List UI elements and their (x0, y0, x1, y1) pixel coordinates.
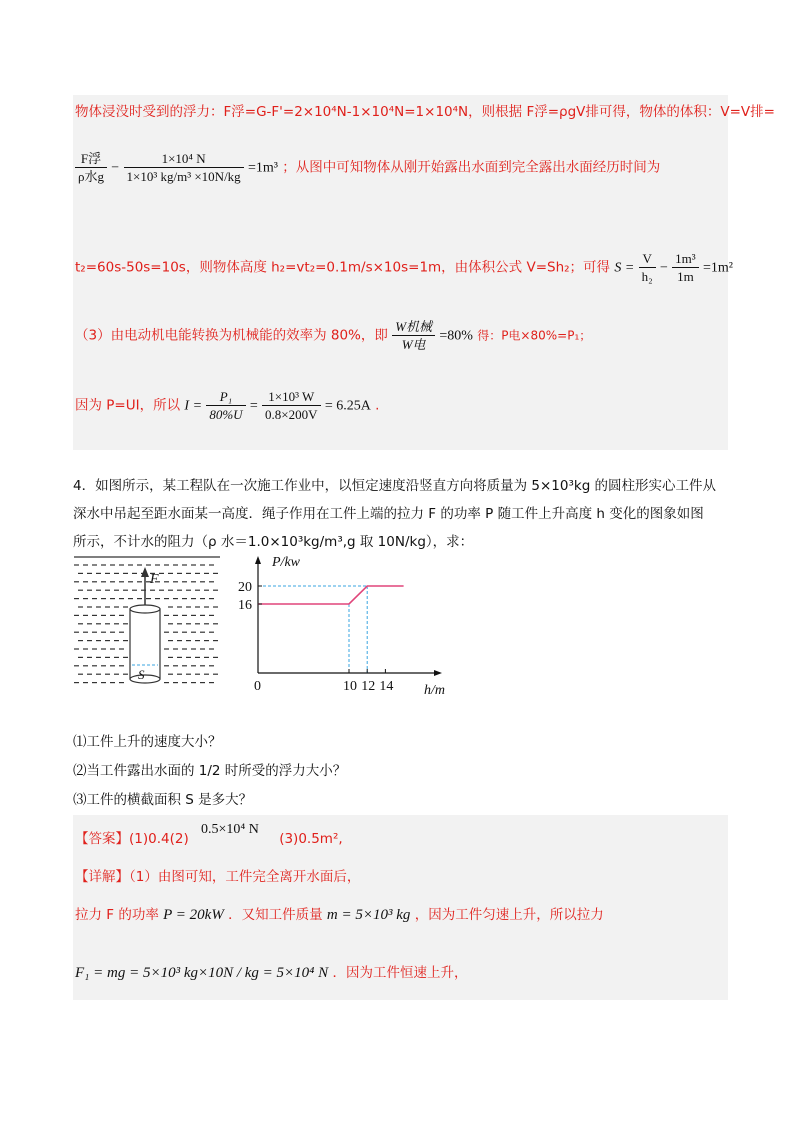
prev-line-4: （3）由电动机电能转换为机械能的效率为 80%，即 $\frac{\text{W机械}}{\text{W电}}$ =80% 得：P电×80%=P₁； (75, 319, 592, 352)
sub-question-1: ⑴工件上升的速度大小？ (73, 734, 222, 750)
prev-line-5: 因为 P=UI，所以 I = $\frac{\text{P₁}}{80\%U}$ = $\frac{\text{1×10³ W}}{0.8\times 200V}$ = 6.25A . (75, 389, 380, 422)
y-tick-label: 16 (238, 598, 252, 613)
detail-line-1: 【详解】（1）由图可知，工件完全离开水面后， (75, 869, 361, 885)
fraction-buoyancy: $\frac{\text{F浮}}{\text{ρ水g}}$ (75, 150, 107, 185)
sub-question-3: ⑶工件的横截面积 S 是多大？ (73, 792, 253, 808)
prev-line-2: $\frac{\text{F浮}}{\text{ρ水g}}$ − $\frac{\text{1×10⁴ N}}{\text{1×10³ kg/m³ ×10N/kg}}$ =1m³ ；从图中可知物体从刚开始露出水面到完全露出水面经历时间为 (75, 150, 660, 185)
y-axis-arrow (255, 556, 261, 564)
x-tick-label: 0 (254, 679, 261, 694)
answer-line: 【答案】(1)0.4(2) 0.5×10⁴ N (3)0.5m², (75, 822, 343, 847)
x-tick-label: 14 (379, 679, 394, 694)
sub-questions (73, 728, 733, 815)
question-4: 4．如图所示，某工程队在一次施工作业中，以恒定速度沿竖直方向将质量为 5×10³kg 的圆柱形实心工件从 深水中吊起至距水面某一高度．绳子作用在工件上端的拉力 F 的功率 P 随工件上升高度 h 变化的图象如图 所示，不计水的阻力（ρ 水＝1.0×10³kg/m³,g 取 10N/kg），求： (73, 478, 717, 550)
detail-line-3: F₁ = mg = 5×10³ kg×10N / kg = 5×10⁴ N ．因为工件恒速上升， (75, 965, 468, 981)
x-axis-arrow (434, 670, 442, 676)
force-label: F (150, 572, 159, 587)
fraction-values: $\frac{\text{1×10⁴ N}}{\text{1×10³ kg/m³ ×10N/kg}}$ (124, 150, 244, 185)
x-tick-label: 12 (361, 679, 376, 694)
detail-line-2: 拉力 F 的功率 P = 20kW ．又知工件质量 m = 5×10³ kg ，因为工件匀速上升，所以拉力 (75, 907, 604, 923)
water-tank-diagram (74, 553, 224, 693)
prev-line-3: t₂=60s-50s=10s，则物体高度 h₂=vt₂=0.1m/s×10s=1m，由体积公式 V=Sh₂；可得 S = $\frac{V}{\text{h₂}}$ − $\frac{\text{1m³}}{1m}$ =1m² (75, 251, 733, 284)
y-axis-label: P/kw (272, 555, 300, 570)
x-tick-label: 10 (343, 679, 357, 694)
x-axis-label: h/m (424, 683, 445, 698)
area-label: S (138, 667, 145, 682)
prev-line-1: 物体浸没时受到的浮力：F浮=G-F'=2×10⁴N-1×10⁴N=1×10⁴N，则根据 F浮=ρgV排可得，物体的体积：V=V排= (75, 104, 775, 120)
power-height-chart (238, 548, 458, 698)
power-series-line (258, 586, 404, 604)
y-tick-label: 20 (238, 580, 252, 595)
sub-question-2: ⑵当工件露出水面的 1/2 时所受的浮力大小？ (73, 763, 347, 779)
